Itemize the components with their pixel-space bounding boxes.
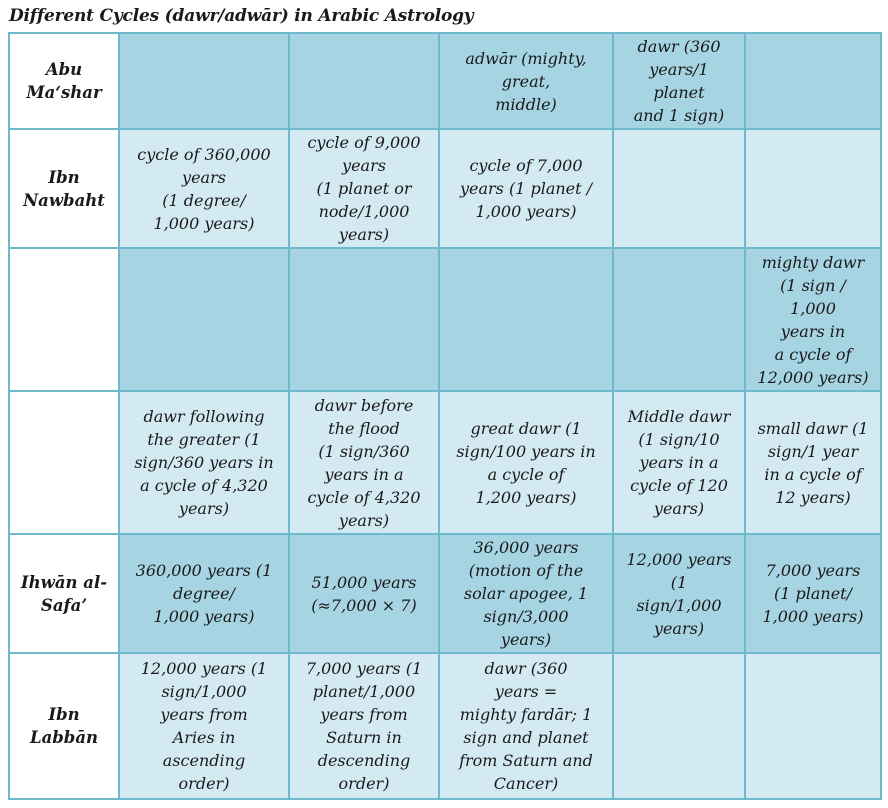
table-row-ibn-nawbaht bbox=[9, 129, 881, 248]
table-cell bbox=[119, 33, 289, 129]
table-cell: 360,000 years (1 degree/ 1,000 years) bbox=[119, 534, 289, 653]
row-header bbox=[9, 391, 119, 534]
table-cell: 7,000 years (1 planet/ 1,000 years) bbox=[745, 534, 881, 653]
table-cell: great dawr (1 sign/100 years in a cycle of 1,200 years) bbox=[439, 391, 613, 534]
table-cell: Middle dawr (1 sign/10 years in a cycle of 120 years) bbox=[613, 391, 745, 534]
table-cell: cycle of 360,000 years (1 degree/ 1,000 years) bbox=[119, 129, 289, 248]
table-cell: cycle of 7,000 years (1 planet / 1,000 years) bbox=[439, 129, 613, 248]
table-cell bbox=[613, 129, 745, 248]
table-cell: 7,000 years (1 planet/1,000 years from Saturn in descending order) bbox=[289, 653, 439, 799]
table-cell: 12,000 years (1 sign/1,000 years) bbox=[613, 534, 745, 653]
table-cell bbox=[745, 129, 881, 248]
table-cell: dawr (360 years/1 planet and 1 sign) bbox=[613, 33, 745, 129]
table-cell bbox=[613, 653, 745, 799]
row-header: Ibn Nawbaht bbox=[9, 129, 119, 248]
table-cell: adwār (mighty, great, middle) bbox=[439, 33, 613, 129]
table-cell bbox=[119, 248, 289, 391]
table-cell bbox=[745, 33, 881, 129]
table-cell: 36,000 years (motion of the solar apogee, 1 sign/3,000 years) bbox=[439, 534, 613, 653]
table-cell bbox=[613, 248, 745, 391]
table-cell: small dawr (1 sign/1 year in a cycle of 12 years) bbox=[745, 391, 881, 534]
row-header bbox=[9, 248, 119, 391]
table-cell: mighty dawr (1 sign / 1,000 years in a cycle of 12,000 years) bbox=[745, 248, 881, 391]
table-cell: cycle of 9,000 years (1 planet or node/1,000 years) bbox=[289, 129, 439, 248]
table-row bbox=[9, 391, 881, 534]
table-cell bbox=[439, 248, 613, 391]
table-cell: 12,000 years (1 sign/1,000 years from Aries in ascending order) bbox=[119, 653, 289, 799]
row-header: Ihwān al- Safa’ bbox=[9, 534, 119, 653]
row-header: Abu Ma‘shar bbox=[9, 33, 119, 129]
table-row-ibn-labban bbox=[9, 653, 881, 799]
table-cell: dawr before the flood (1 sign/360 years in a cycle of 4,320 years) bbox=[289, 391, 439, 534]
table-cell: dawr (360 years = mighty fardār; 1 sign and planet from Saturn and Cancer) bbox=[439, 653, 613, 799]
table-cell bbox=[745, 653, 881, 799]
astrology-cycles-table bbox=[8, 32, 882, 800]
table-row bbox=[9, 248, 881, 391]
table-cell bbox=[289, 33, 439, 129]
table-title: Different Cycles (dawr/adwār) in Arabic Astrology bbox=[9, 6, 474, 26]
table-cell: dawr following the greater (1 sign/360 years in a cycle of 4,320 years) bbox=[119, 391, 289, 534]
table-row-abu-mashar bbox=[9, 33, 881, 129]
table-row-ihwan-al-safa bbox=[9, 534, 881, 653]
table-cell: 51,000 years (≈7,000 × 7) bbox=[289, 534, 439, 653]
table-cell bbox=[289, 248, 439, 391]
row-header: Ibn Labbān bbox=[9, 653, 119, 799]
